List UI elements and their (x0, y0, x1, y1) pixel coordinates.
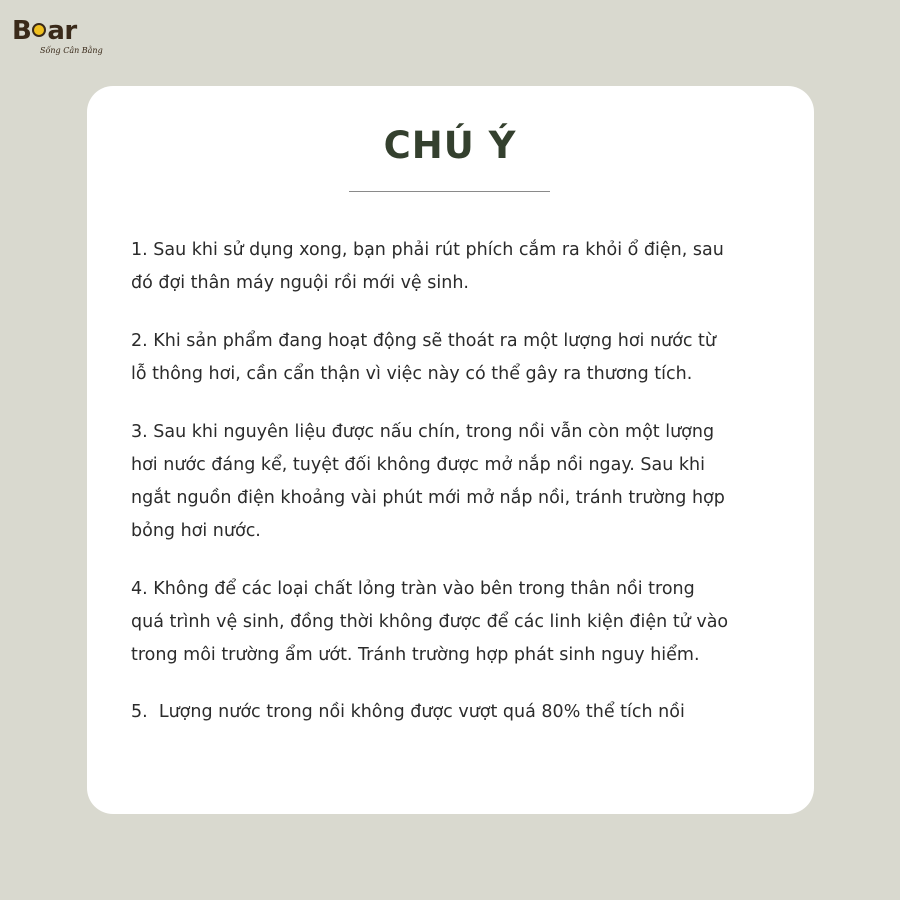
brand-wordmark-start: B (12, 16, 32, 46)
notice-item-1: 1. Sau khi sử dụng xong, bạn phải rút phích cắm ra khỏi ổ điện, sau đó đợi thân máy nguội rồi mới vệ sinh. (131, 240, 724, 293)
page-title: CHÚ Ý (383, 124, 517, 167)
title-divider (349, 191, 550, 192)
notice-item-2: 2. Khi sản phẩm đang hoạt động sẽ thoát ra một lượng hơi nước từ lỗ thông hơi, cần cẩn thận vì việc này có thể gây ra thương tích. (131, 331, 716, 384)
brand-logo (12, 14, 102, 64)
brand-wordmark-end: ar (47, 16, 77, 46)
brand-wordmark (12, 14, 77, 48)
brand-tagline: Sống Cân Bằng (40, 46, 103, 55)
paw-icon (32, 23, 46, 37)
notice-item-5: 5. Lượng nước trong nồi không được vượt quá 80% thể tích nồi (131, 702, 685, 722)
notice-item-3: 3. Sau khi nguyên liệu được nấu chín, trong nồi vẫn còn một lượng hơi nước đáng kể, tuyệt đối không được mở nắp nồi ngay. Sau khi ngắt nguồn điện khoảng vài phút mới mở nắp nồi, tránh trường hợp bỏng hơi nước. (131, 422, 725, 541)
notice-item-4: 4. Không để các loại chất lỏng tràn vào bên trong thân nồi trong quá trình vệ sinh, đồng thời không được để các linh kiện điện tử vào trong môi trường ẩm ướt. Tránh trường hợp phát sinh nguy hiểm. (131, 579, 729, 665)
